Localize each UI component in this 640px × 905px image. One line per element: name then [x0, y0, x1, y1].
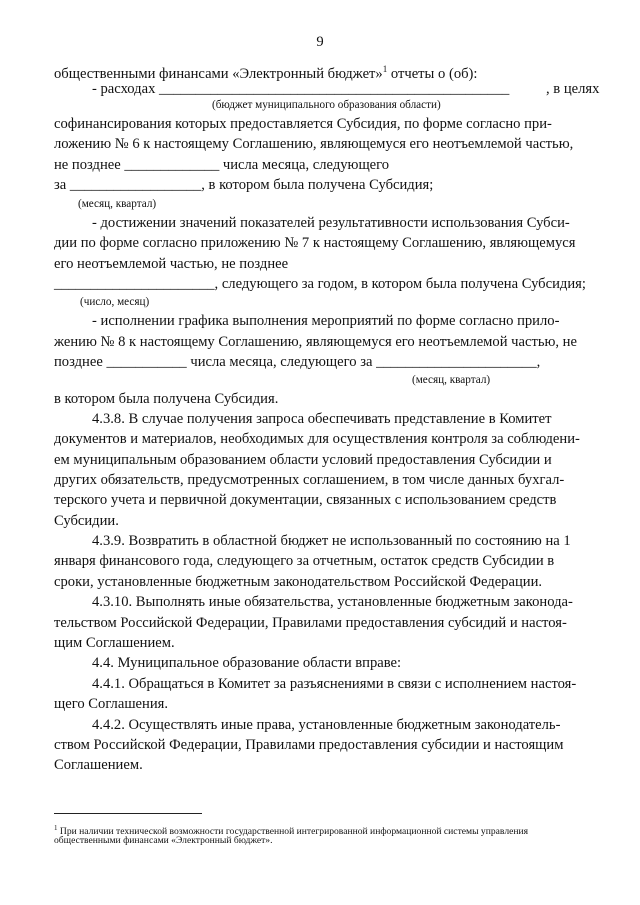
text-line: дии по форме согласно приложению № 7 к настоящему Соглашению, являющемуся — [54, 235, 576, 251]
field-caption: (месяц, квартал) — [78, 198, 157, 210]
text-line: ______________________, следующего за годом, в котором была получена Субсидия; — [54, 276, 586, 292]
paragraph-4-3-9-line: сроки, установленные бюджетным законодательством Российской Федерации. — [54, 574, 543, 590]
footnote-separator — [54, 813, 202, 814]
paragraph-4-3-8-line: 4.3.8. В случае получения запроса обеспечивать представление в Комитет — [92, 411, 552, 427]
paragraph-4-4-2-line: 4.4.2. Осуществлять иные права, установленные бюджетным законодатель- — [92, 717, 561, 733]
field-caption: (бюджет муниципального образования области) — [212, 99, 441, 111]
text-line — [54, 61, 477, 83]
text-line: позднее ___________ числа месяца, следующего за ______________________, — [54, 354, 541, 370]
text-line: , в целях — [546, 81, 600, 97]
paragraph-4-4-2-line: Соглашением. — [54, 757, 143, 773]
paragraph-4-3-9-line: января финансового года, следующего за отчетным, остаток средств Субсидии в — [54, 553, 555, 569]
paragraph-4-3-10-line: тельством Российской Федерации, Правилами предоставления субсидий и настоя- — [54, 615, 567, 631]
text-line: - исполнении графика выполнения мероприятий по форме согласно прило- — [92, 313, 560, 329]
text-fragment: отчеты о (об): — [387, 65, 478, 82]
paragraph-4-3-10-line: щим Соглашением. — [54, 635, 175, 651]
text-line: не позднее _____________ числа месяца, следующего — [54, 157, 390, 173]
paragraph-4-4-2-line: ством Российской Федерации, Правилами предоставления субсидии и настоящим — [54, 737, 564, 753]
footnote-marker: 1 — [54, 824, 58, 832]
field-caption: (месяц, квартал) — [412, 374, 491, 386]
footnote-line: общественными финансами «Электронный бюджет». — [54, 835, 273, 846]
paragraph-4-4-1-line: 4.4.1. Обращаться в Комитет за разъяснениями в связи с исполнением настоя- — [92, 676, 577, 692]
paragraph-4-3-8-line: Субсидии. — [54, 513, 119, 529]
paragraph-4-3-9-line: 4.3.9. Возвратить в областной бюджет не использованный по состоянию на 1 — [92, 533, 571, 549]
paragraph-4-3-8-line: других обязательств, предусмотренных соглашением, в том числе данных бухгал- — [54, 472, 565, 488]
text-line: ложению № 6 к настоящему Соглашению, являющемуся его неотъемлемой частью, — [54, 136, 574, 152]
text-line: - расходах ________________________________________________ — [92, 81, 510, 97]
paragraph-4-3-8-line: ем муниципальным образованием области условий предоставления Субсидии и — [54, 452, 552, 468]
text-line: его неотъемлемой частью, не позднее — [54, 256, 289, 272]
footnote-text: При наличии технической возможности государственной интегрированной информационной системы управления — [57, 826, 529, 838]
paragraph-4-3-8-line: документов и материалов, необходимых для осуществления контроля за соблюдени- — [54, 431, 580, 447]
paragraph-4-4: 4.4. Муниципальное образование области вправе: — [92, 655, 402, 671]
text-line: в котором была получена Субсидия. — [54, 391, 279, 407]
text-line: жению № 8 к настоящему Соглашению, являющемуся его неотъемлемой частью, не — [54, 334, 577, 350]
paragraph-4-4-1-line: щего Соглашения. — [54, 696, 169, 712]
field-caption: (число, месяц) — [80, 296, 150, 308]
text-line: - достижении значений показателей результативности использования Субси- — [92, 215, 570, 231]
footnote-reference: 1 — [382, 64, 388, 74]
paragraph-4-3-10-line: 4.3.10. Выполнять иные обязательства, установленные бюджетным законода- — [92, 594, 573, 610]
page-number: 9 — [316, 34, 324, 50]
text-line: за __________________, в котором была получена Субсидия; — [54, 177, 434, 193]
text-line: софинансирования которых предоставляется Субсидия, по форме согласно при- — [54, 116, 552, 132]
paragraph-4-3-8-line: терского учета и первичной документации, связанных с использованием средств — [54, 492, 557, 508]
text-fragment: общественными финансами «Электронный бюджет» — [54, 65, 383, 82]
